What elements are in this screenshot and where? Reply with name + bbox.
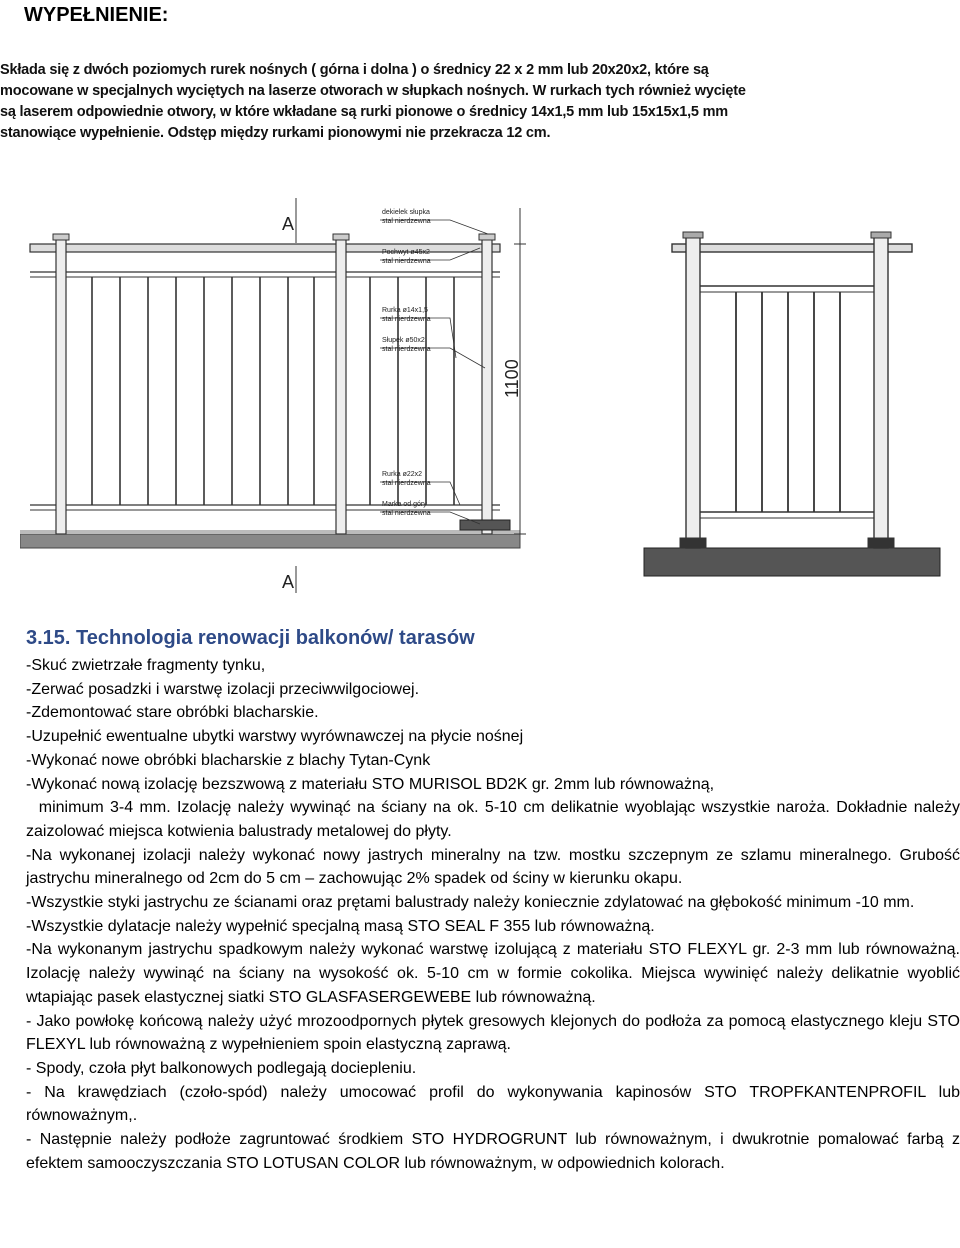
dimension-label: 1100: [502, 359, 522, 398]
railing-front-drawing: [640, 230, 950, 580]
renovation-section: [26, 627, 960, 1175]
paragraph: minimum 3-4 mm. Izolację należy wywinąć na ściany na ok. 5-10 cm delikatnie wyoblając wszystkie naroża. Dokładnie należy zaizolować miejsca kotwienia balustrady metalowej do płyty.: [26, 799, 960, 840]
callout-6-line1: Marka od góry: [382, 501, 427, 508]
scanned-description: [0, 60, 850, 144]
scan-line: Składa się z dwóch poziomych rurek nośnych ( górna i dolna ) o średnicy 22 x 2 mm lub 20x20x2, które są: [0, 62, 709, 78]
paragraph: -Uzupełnić ewentualne ubytki warstwy wyrównawczej na płycie nośnej: [26, 728, 524, 746]
paragraph: -Na wykonanym jastrychu spadkowym należy wykonać warstwę izolującą z materiału STO FLEXYL gr. 2-3 mm lub równoważną. Izolację należy wywinąć na ściany na wysokość ok. 5-10 cm w formie cokolika. Miejsca wywinięć należy delikatnie wyoblić wtapiając pasek elastycznej siatki STO GLASFASERGEWEBE lub równoważną.: [26, 941, 960, 1006]
paragraph: -Wykonać nową izolację bezszwową z materiału STO MURISOL BD2K gr. 2mm lub równoważną,: [26, 775, 715, 793]
section-mark-bottom: A: [282, 572, 295, 592]
paragraph: -Wykonać nowe obróbki blacharskie z blachy Tytan-Cynk: [26, 751, 431, 769]
callout-5-line1: Rurka ø22x2: [382, 471, 423, 478]
paragraph: -Na wykonanej izolacji należy wykonać nowy jastrych mineralny na tzw. mostku szczepnym ze szlamu mineralnego. Grubość jastrychu mineralnego od 2cm do 5 cm – zachowując 2% spadek od ściny w kierunku okapu.: [26, 846, 960, 888]
railing-side-drawing: [20, 198, 540, 598]
scan-line: są laserem odpowiednie otwory, w które wkładane są rurki pionowe o średnicy 14x1,5 mm lub 15x15x1,5 mm: [0, 104, 728, 120]
paragraph: -Wszystkie styki jastrychu ze ścianami oraz prętami balustrady należy koniecznie zdylatować na głębokość minimum -10 mm.: [26, 894, 915, 912]
callout-5-line2: stal nierdzewna: [382, 480, 431, 487]
paragraph: - Na krawędziach (czoło-spód) należy umocować profil do wykonywania kapinosów STO TROPFKANTENPROFIL lub równoważnym,.: [26, 1083, 960, 1125]
paragraph: - Spody, czoła płyt balkonowych podlegają dociepleniu.: [26, 1059, 417, 1077]
section-title: 3.15. Technologia renowacji balkonów/ tarasów: [26, 627, 475, 649]
callout-2-line1: Pochwyt ø45x2: [382, 249, 430, 256]
callout-1-line1: dekielek słupka: [382, 209, 430, 216]
callout-2-line2: stal nierdzewna: [382, 258, 431, 265]
paragraph: -Wszystkie dylatacje należy wypełnić specjalną masą STO SEAL F 355 lub równoważną.: [26, 917, 655, 935]
scan-line: mocowane w specjalnych wyciętych na laserze otworach w słupkach nośnych. W rurkach tych również wycięte: [0, 83, 746, 99]
paragraph: -Skuć zwietrzałe fragmenty tynku,: [26, 657, 266, 674]
section-mark-top: A: [282, 214, 295, 234]
paragraph: -Zdemontować stare obróbki blacharskie.: [26, 704, 319, 722]
callout-4-line1: Słupek ø50x2: [382, 337, 425, 344]
paragraph: - Następnie należy podłoże zagruntować środkiem STO HYDROGRUNT lub równoważnym, i dwukrotnie pomalować farbą z efektem samooczyszczania STO LOTUSAN COLOR lub równoważnym, w odpowiednich kolorach.: [26, 1131, 960, 1172]
callout-3-line2: stal nierdzewna: [382, 316, 431, 323]
paragraph: - Jako powłokę końcową należy użyć mrozoodpornych płytek gresowych klejonych do podłoża za pomocą elastycznego kleju STO FLEXYL lub równoważną z wypełnieniem spoin elastyczną zaprawą.: [26, 1012, 960, 1054]
scan-line: stanowiące wypełnienie. Odstęp między rurkami pionowymi nie przekracza 12 cm.: [0, 125, 551, 141]
callout-4-line2: stal nierdzewna: [382, 346, 431, 353]
page-heading: WYPEŁNIENIE:: [24, 4, 169, 26]
callout-1-line2: stal nierdzewna: [382, 218, 431, 225]
paragraph: -Zerwać posadzki i warstwę izolacji przeciwwilgociowej.: [26, 680, 420, 698]
callout-6-line2: stal nierdzewna: [382, 510, 431, 517]
callout-3-line1: Rurka ø14x1,5: [382, 307, 428, 314]
